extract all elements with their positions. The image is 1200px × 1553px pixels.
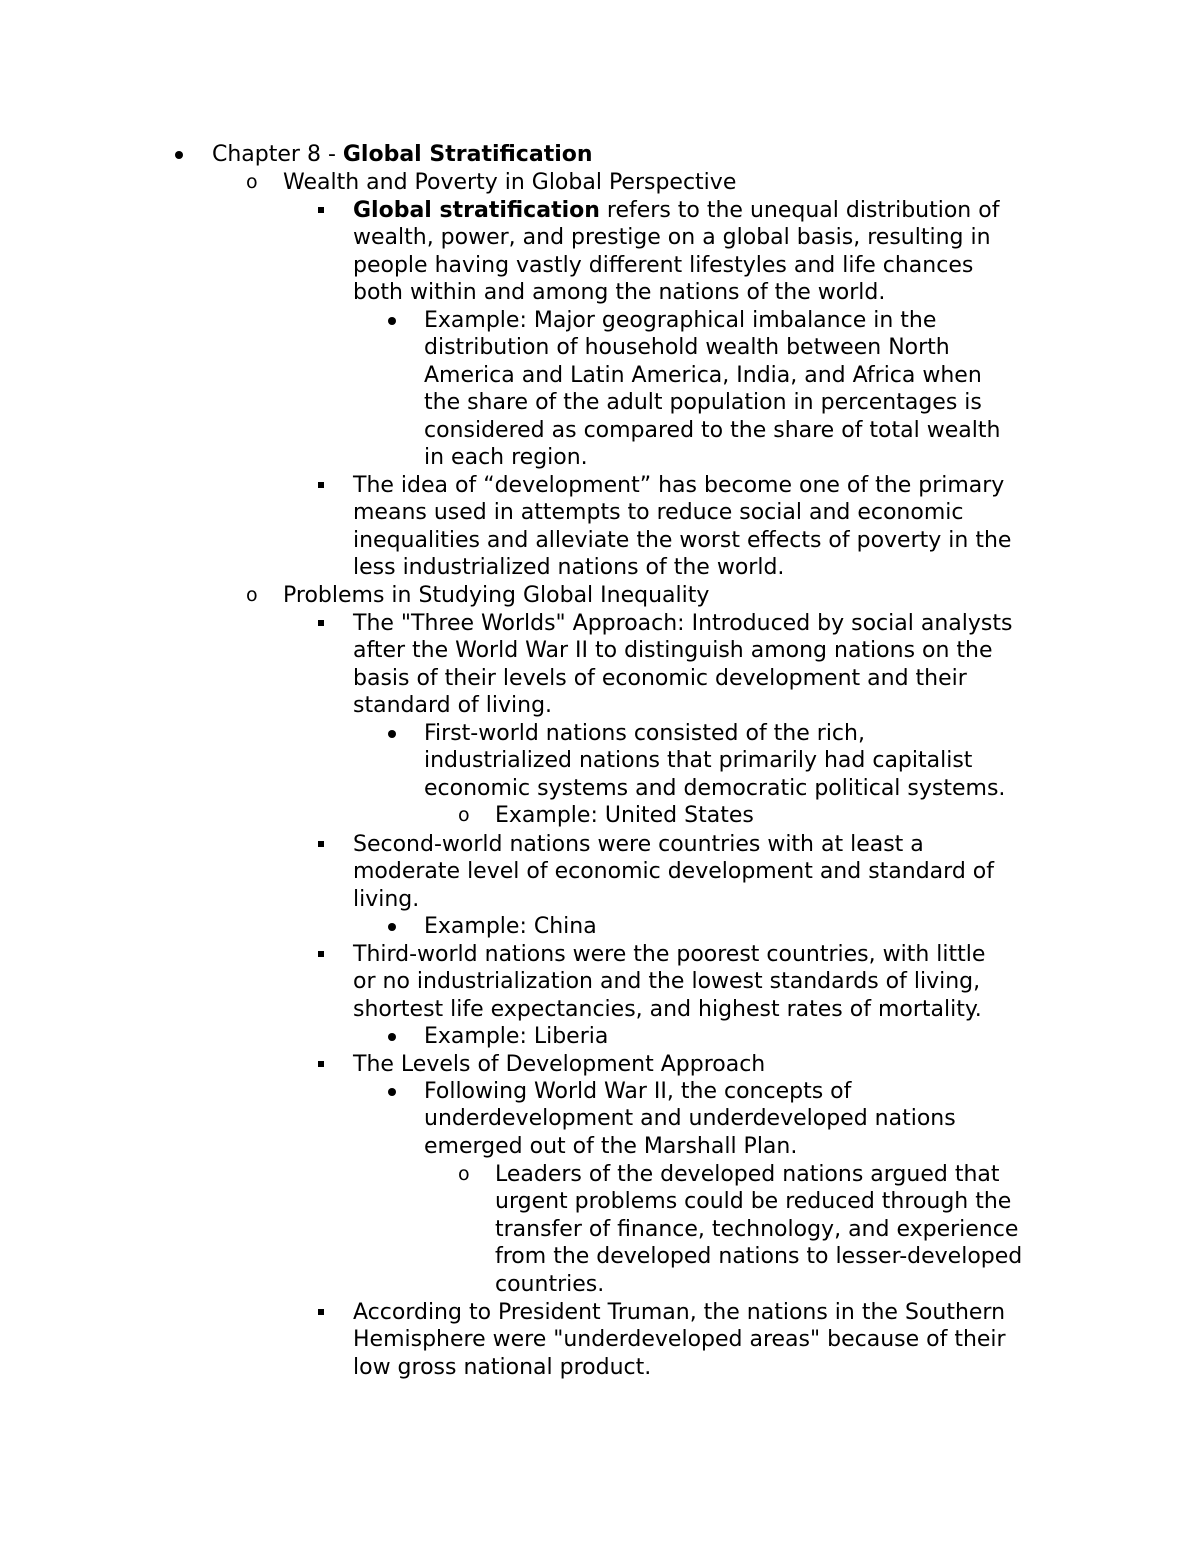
bullet-square-icon bbox=[317, 1051, 329, 1078]
text-line: America and Latin America, India, and Africa when bbox=[424, 362, 982, 388]
chapter-title: Global Stratification bbox=[342, 142, 593, 167]
term-global-stratification: Global stratification bbox=[353, 198, 600, 223]
text-line: underdevelopment and underdeveloped nations bbox=[424, 1106, 956, 1132]
text-line: industrialized nations that primarily had capitalist bbox=[424, 748, 973, 774]
text-line: or no industrialization and the lowest standards of living, bbox=[353, 969, 981, 995]
bullet-disc-icon bbox=[387, 1078, 399, 1105]
bullet-circle-icon: o bbox=[458, 1163, 470, 1185]
text-line: moderate level of economic development and standard of bbox=[353, 859, 994, 885]
bullet-square-icon bbox=[317, 472, 329, 499]
text-line: Example: United States bbox=[495, 803, 754, 828]
bullet-circle-icon: o bbox=[458, 804, 470, 826]
text-line: Third-world nations were the poorest countries, with little bbox=[353, 942, 986, 967]
text-line: standard of living. bbox=[353, 693, 553, 719]
section-heading: Problems in Studying Global Inequality bbox=[283, 583, 710, 608]
text-line: Example: Major geographical imbalance in the bbox=[424, 308, 937, 333]
bullet-square-icon bbox=[317, 1299, 329, 1326]
text-line: The idea of “development” has become one of the primary bbox=[353, 473, 1005, 498]
text-line: The "Three Worlds" Approach: Introduced by social analysts bbox=[353, 611, 1013, 636]
text-line: shortest life expectancies, and highest rates of mortality. bbox=[353, 996, 982, 1022]
text-line: inequalities and alleviate the worst effects of poverty in the bbox=[353, 527, 1012, 553]
text-line: in each region. bbox=[424, 445, 588, 471]
text-line: the share of the adult population in percentages is bbox=[424, 390, 982, 416]
bullet-disc-icon bbox=[387, 307, 399, 334]
bullet-disc-icon bbox=[387, 720, 399, 747]
text-line: Following World War II, the concepts of bbox=[424, 1079, 852, 1104]
text-line: countries. bbox=[495, 1271, 605, 1297]
text-line: emerged out of the Marshall Plan. bbox=[424, 1133, 798, 1159]
text-line: Leaders of the developed nations argued that bbox=[495, 1162, 1000, 1187]
text-line: transfer of finance, technology, and experience bbox=[495, 1216, 1019, 1242]
text-line: wealth, power, and prestige on a global basis, resulting in bbox=[353, 225, 991, 251]
text-line: refers to the unequal distribution of bbox=[599, 198, 1000, 223]
bullet-square-icon bbox=[317, 197, 329, 224]
bullet-square-icon bbox=[317, 831, 329, 858]
section-heading: Wealth and Poverty in Global Perspective bbox=[283, 170, 737, 195]
text-line: According to President Truman, the nations in the Southern bbox=[353, 1300, 1006, 1325]
text-line: Example: Liberia bbox=[424, 1024, 609, 1049]
text-line: The Levels of Development Approach bbox=[353, 1052, 766, 1077]
bullet-circle-icon: o bbox=[246, 584, 258, 606]
bullet-circle-icon: o bbox=[246, 171, 258, 193]
text-line: living. bbox=[353, 886, 420, 912]
bullet-disc-icon bbox=[387, 913, 399, 940]
bullet-square-icon bbox=[317, 610, 329, 637]
text-line: urgent problems could be reduced through the bbox=[495, 1189, 1012, 1215]
text-line: Hemisphere were "underdeveloped areas" because of their bbox=[353, 1327, 1006, 1353]
bullet-square-icon bbox=[317, 941, 329, 968]
text-line: basis of their levels of economic development and their bbox=[353, 665, 967, 691]
text-line: after the World War II to distinguish among nations on the bbox=[353, 638, 993, 664]
text-line: low gross national product. bbox=[353, 1354, 652, 1380]
text-line: economic systems and democratic political systems. bbox=[424, 775, 1006, 801]
text-line: Example: China bbox=[424, 914, 597, 939]
chapter-prefix: Chapter 8 - bbox=[212, 142, 343, 167]
bullet-disc-icon bbox=[387, 1023, 399, 1050]
text-line: First-world nations consisted of the rich, bbox=[424, 721, 865, 746]
text-line: from the developed nations to lesser-developed bbox=[495, 1244, 1023, 1270]
text-line: distribution of household wealth between North bbox=[424, 335, 950, 361]
bullet-disc-icon bbox=[174, 141, 186, 168]
text-line: means used in attempts to reduce social and economic bbox=[353, 500, 964, 526]
text-line: people having vastly different lifestyles and life chances bbox=[353, 252, 974, 278]
text-line: less industrialized nations of the world. bbox=[353, 555, 785, 581]
text-line: Second-world nations were countries with at least a bbox=[353, 832, 924, 857]
text-line: both within and among the nations of the world. bbox=[353, 280, 886, 306]
text-line: considered as compared to the share of total wealth bbox=[424, 417, 1001, 443]
